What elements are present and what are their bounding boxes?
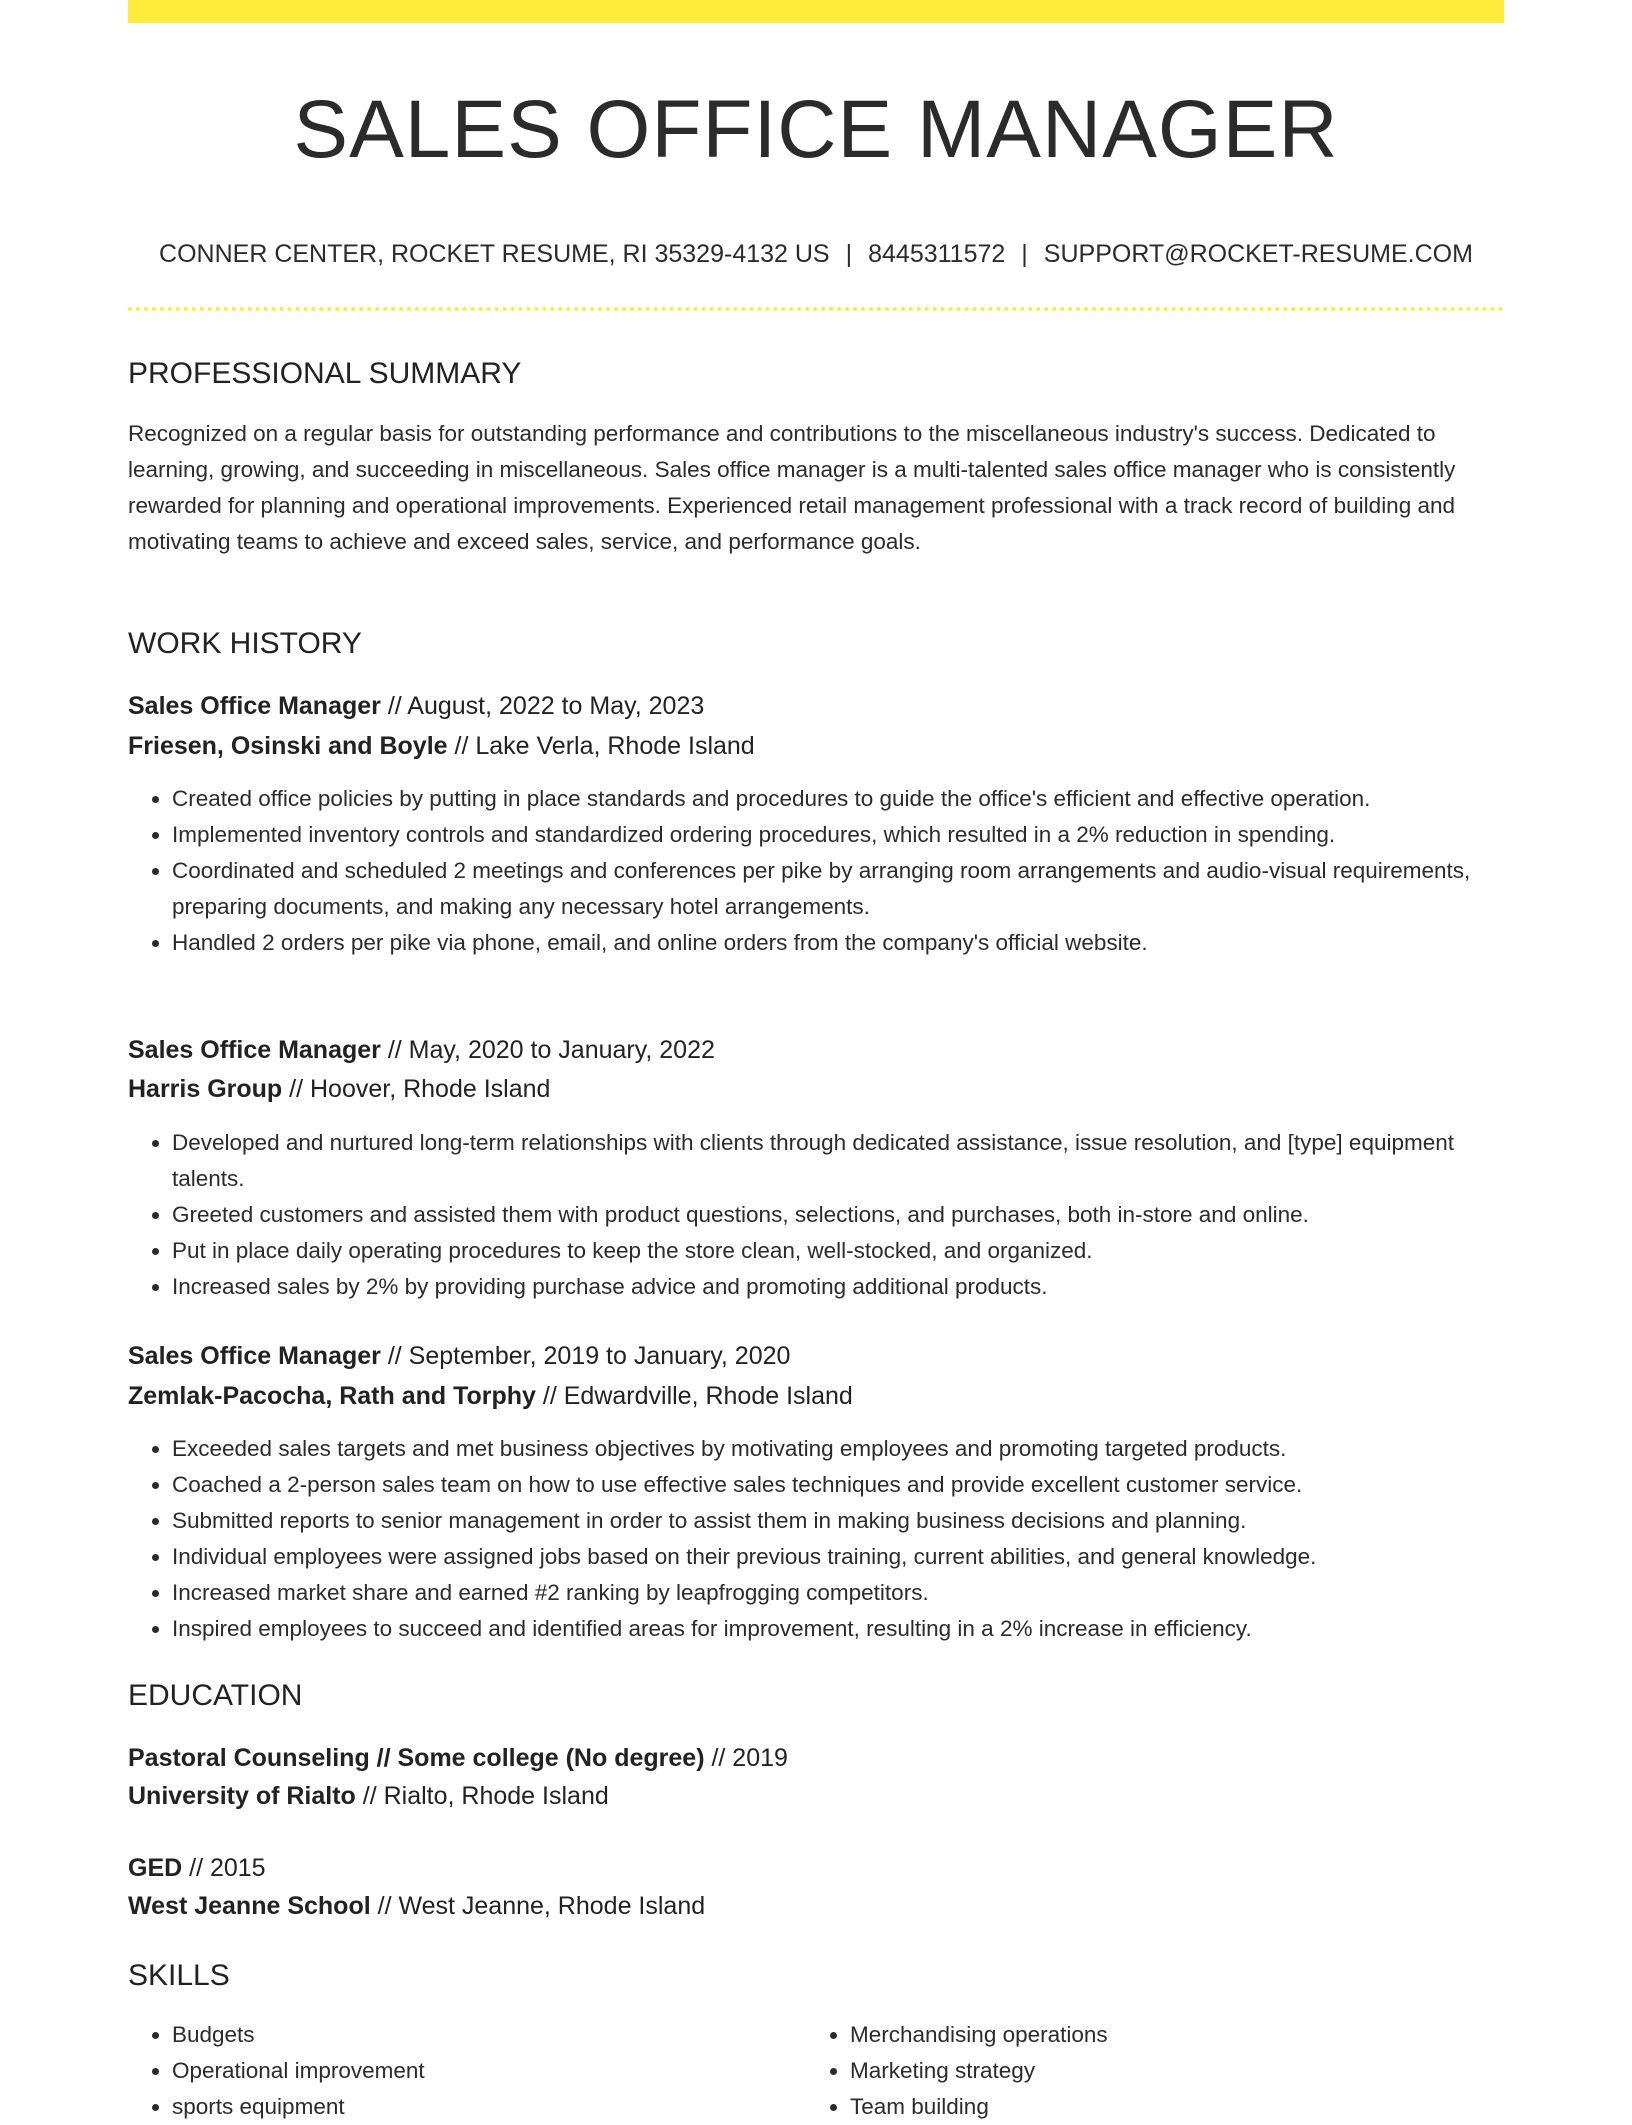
job-title: Sales Office Manager xyxy=(128,1342,381,1370)
job-bullet: • Developed and nurtured long-term relationships with clients through dedicated assistance, issue resolution, and [type] equipment talents. xyxy=(172,1125,1504,1197)
skills-heading: SKILLS xyxy=(128,1959,230,1992)
education-school: University of Rialto xyxy=(128,1782,356,1810)
education-year: // 2019 xyxy=(704,1744,788,1772)
resume-title: SALES OFFICE MANAGER xyxy=(293,84,1339,175)
contact-address: CONNER CENTER, ROCKET RESUME, RI 35329-4132 US xyxy=(159,240,830,268)
header-divider xyxy=(128,307,1504,311)
job-bullets xyxy=(128,781,1504,961)
job-bullet: • Increased sales by 2% by providing purchase advice and promoting additional products. xyxy=(172,1269,1504,1305)
job-bullet: • Put in place daily operating procedures to keep the store clean, well-stocked, and organized. xyxy=(172,1233,1504,1269)
job-bullets xyxy=(128,1125,1504,1305)
contact-line xyxy=(128,236,1504,272)
contact-separator: | xyxy=(1021,240,1028,268)
education-degree: Pastoral Counseling // Some college (No degree) xyxy=(128,1744,705,1772)
job-location: // Edwardville, Rhode Island xyxy=(535,1382,853,1410)
job-bullet: • Inspired employees to succeed and identified areas for improvement, resulting in a 2% increase in efficiency. xyxy=(172,1611,1504,1647)
job-company: Friesen, Osinski and Boyle xyxy=(128,732,448,760)
job-company-line xyxy=(128,1070,550,1108)
job-location: // Lake Verla, Rhode Island xyxy=(447,732,755,760)
job-dates: // September, 2019 to January, 2020 xyxy=(380,1342,791,1370)
job-company-line xyxy=(128,1377,853,1415)
skill-item: • Operational improvement xyxy=(172,2053,1504,2089)
education-school: West Jeanne School xyxy=(128,1892,371,1920)
skill-item: • sports equipment xyxy=(172,2089,1504,2125)
job-bullets xyxy=(128,1431,1504,1647)
top-accent-bar xyxy=(128,0,1504,23)
job-dates: // August, 2022 to May, 2023 xyxy=(380,692,705,720)
education-location: // Rialto, Rhode Island xyxy=(355,1782,609,1810)
skills-list-right xyxy=(806,2017,1632,2125)
work-history-heading: WORK HISTORY xyxy=(128,627,362,660)
job-bullet: • Submitted reports to senior management in order to assist them in making business decisions and planning. xyxy=(172,1503,1504,1539)
education-location: // West Jeanne, Rhode Island xyxy=(370,1892,706,1920)
job-title-line xyxy=(128,1337,790,1375)
job-title-line xyxy=(128,1031,715,1069)
job-title: Sales Office Manager xyxy=(128,692,381,720)
job-location: // Hoover, Rhode Island xyxy=(282,1075,551,1103)
job-dates: // May, 2020 to January, 2022 xyxy=(380,1036,715,1064)
summary-text: Recognized on a regular basis for outstanding performance and contributions to the miscellaneous industry's success. Dedicated to learning, growing, and succeeding in miscellaneous. Sales office manager is a multi-talented sales office manager who is consistently rewarded for planning and operational improvements. Experienced retail management professional with a track record of building and motivating teams to achieve and exceed sales, service, and performance goals. xyxy=(128,421,1456,554)
job-bullet: • Handled 2 orders per pike via phone, email, and online orders from the company's official website. xyxy=(172,925,1504,961)
education-degree-line xyxy=(128,1849,266,1887)
skill-item: • Budgets xyxy=(172,2017,1504,2053)
contact-email: SUPPORT@ROCKET-RESUME.COM xyxy=(1043,240,1473,268)
skill-item: • Team building xyxy=(850,2089,1632,2125)
job-bullet: • Exceeded sales targets and met business objectives by motivating employees and promoting targeted products. xyxy=(172,1431,1504,1467)
education-degree: GED xyxy=(128,1854,183,1882)
job-bullet: • Implemented inventory controls and standardized ordering procedures, which resulted in a 2% reduction in spending. xyxy=(172,817,1504,853)
contact-separator: | xyxy=(845,240,853,268)
job-bullet: • Created office policies by putting in place standards and procedures to guide the office's efficient and effective operation. xyxy=(172,781,1504,817)
job-bullet: • Increased market share and earned #2 ranking by leapfrogging competitors. xyxy=(172,1575,1504,1611)
education-heading: EDUCATION xyxy=(128,1679,303,1712)
job-company-line xyxy=(128,727,755,765)
job-company: Zemlak-Pacocha, Rath and Torphy xyxy=(128,1382,536,1410)
skill-item: • Marketing strategy xyxy=(850,2053,1632,2089)
summary-heading: PROFESSIONAL SUMMARY xyxy=(128,357,522,390)
education-school-line xyxy=(128,1777,609,1815)
job-bullet: • Coordinated and scheduled 2 meetings and conferences per pike by arranging room arrangements and audio-visual requirements, preparing documents, and making any necessary hotel arrangements. xyxy=(172,853,1504,925)
education-degree-line xyxy=(128,1739,788,1777)
job-bullet: • Coached a 2-person sales team on how to use effective sales techniques and provide excellent customer service. xyxy=(172,1467,1504,1503)
job-bullet: • Individual employees were assigned jobs based on their previous training, current abilities, and general knowledge. xyxy=(172,1539,1504,1575)
skill-item: • Merchandising operations xyxy=(850,2017,1632,2053)
education-year: // 2015 xyxy=(182,1854,266,1882)
job-title: Sales Office Manager xyxy=(128,1036,381,1064)
job-company: Harris Group xyxy=(128,1075,283,1103)
contact-phone: 8445311572 xyxy=(868,240,1006,268)
job-bullet: • Greeted customers and assisted them with product questions, selections, and purchases, both in-store and online. xyxy=(172,1197,1504,1233)
job-title-line xyxy=(128,687,704,725)
education-school-line xyxy=(128,1887,705,1925)
